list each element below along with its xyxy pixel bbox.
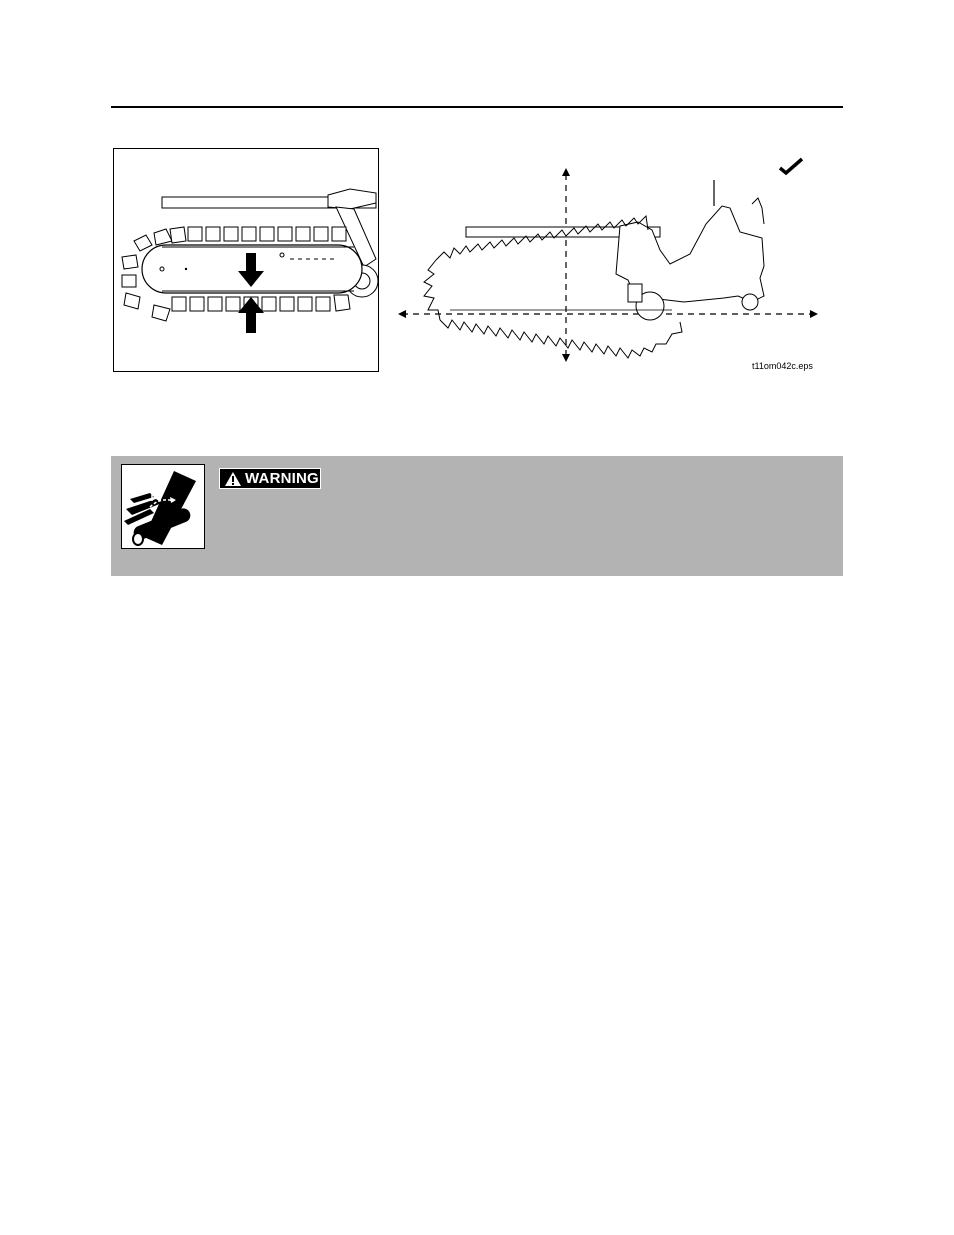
hand-crush-icon — [121, 464, 205, 549]
trencher-profile-illustration — [392, 150, 824, 370]
warning-label: WARNING — [245, 470, 319, 487]
warning-badge — [219, 468, 321, 489]
warning-triangle-icon — [224, 471, 242, 487]
chain-closeup-illustration — [113, 148, 379, 372]
header-rule — [111, 106, 843, 108]
figure-filename: t11om042c.eps — [752, 361, 813, 371]
warning-panel — [111, 456, 843, 576]
